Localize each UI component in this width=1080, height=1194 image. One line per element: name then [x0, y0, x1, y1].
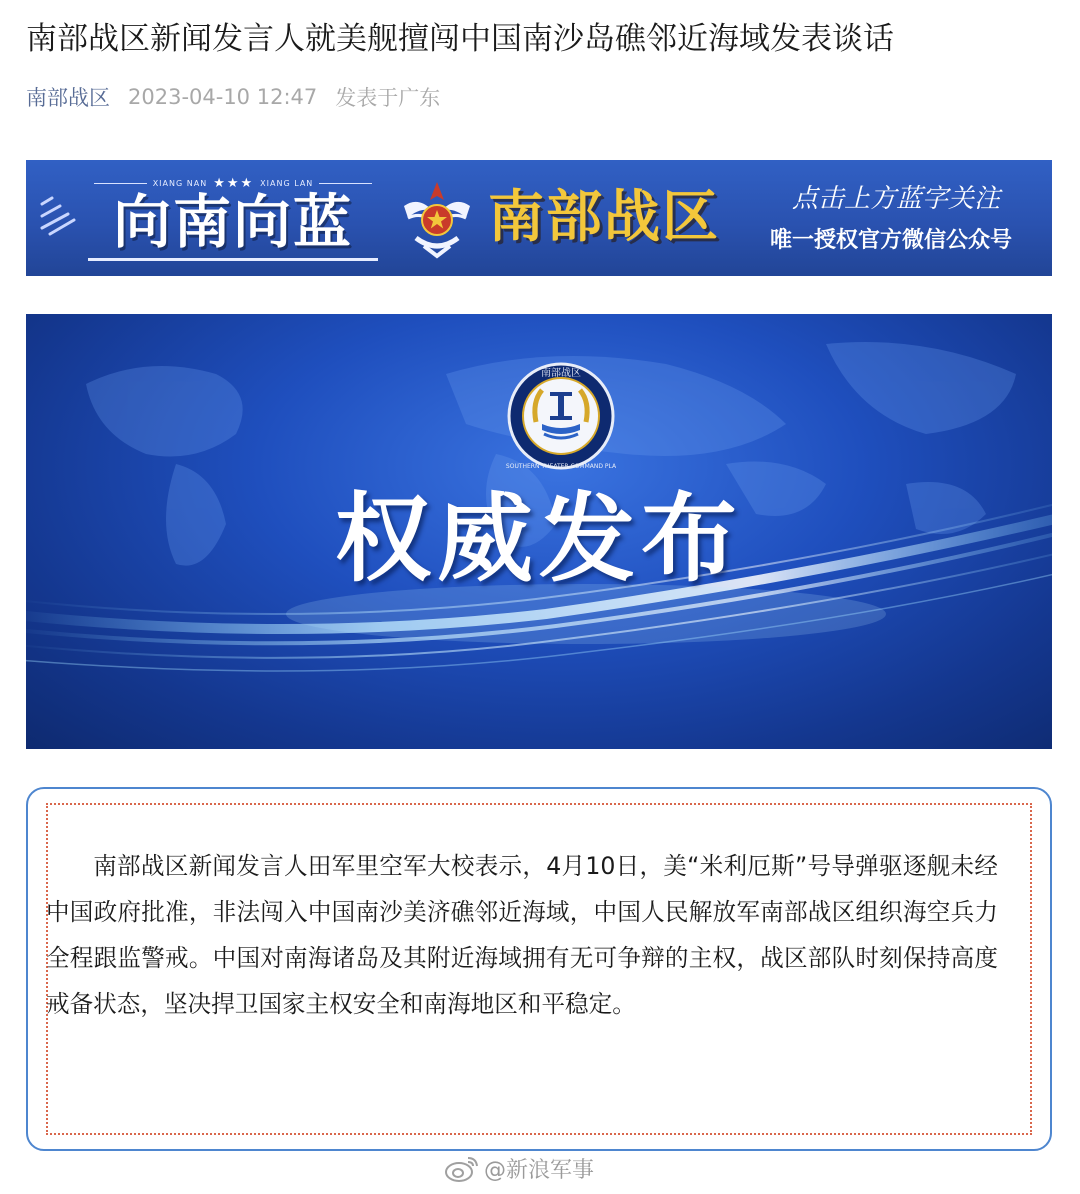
- publish-date: 2023-04-10 12:47: [128, 85, 318, 109]
- banner-theater-name: 南部战区: [488, 185, 720, 250]
- southern-theater-badge-icon: [506, 358, 616, 476]
- watermark-text: @新浪军事: [484, 1157, 595, 1183]
- weibo-icon: [444, 1152, 480, 1184]
- badge-bottom-text: SOUTHERN THEATER COMMAND PLA: [506, 463, 616, 470]
- authoritative-release-image: [26, 314, 1052, 749]
- stripes-decoration-icon: [38, 194, 78, 238]
- official-account-subtitle: 唯一授权官方微信公众号: [769, 228, 1012, 253]
- slogan-block: [88, 172, 378, 266]
- stars-icon: ★★★: [213, 175, 255, 191]
- hero-headline: 权威发布: [335, 482, 743, 595]
- account-name-link[interactable]: 南部战区: [26, 86, 110, 110]
- publish-location: 发表于广东: [335, 86, 441, 110]
- statement-box: [26, 787, 1052, 1151]
- badge-top-text: 南部战区: [541, 368, 581, 379]
- article-meta: [26, 80, 440, 114]
- slogan-underline: [88, 258, 378, 261]
- article-title: 南部战区新闻发言人就美舰擅闯中国南沙岛礁邻近海域发表谈话: [26, 21, 894, 57]
- slogan-small-left: XIANG NAN: [152, 178, 208, 188]
- statement-paragraph: 南部战区新闻发言人田军里空军大校表示，4月10日，美“米利厄斯”号导弹驱逐舰未经中国政府批准，非法闯入中国南沙美济礁邻近海域，中国人民解放军南部战区组织海空兵力全程跟监警戒。中国对南海诸岛及其附近海域拥有无可争辩的主权，战区部队时刻保持高度戒备状态，坚决捍卫国家主权安全和南海地区和平稳定。: [46, 852, 998, 1018]
- follow-banner[interactable]: [26, 160, 1052, 276]
- theater-emblem-icon: [398, 176, 476, 260]
- follow-hint: 点击上方蓝字关注: [791, 184, 1000, 214]
- slogan-title: 向南向蓝: [112, 188, 353, 256]
- slogan-small-right: XIANG LAN: [260, 178, 314, 188]
- weibo-watermark: [444, 1148, 594, 1188]
